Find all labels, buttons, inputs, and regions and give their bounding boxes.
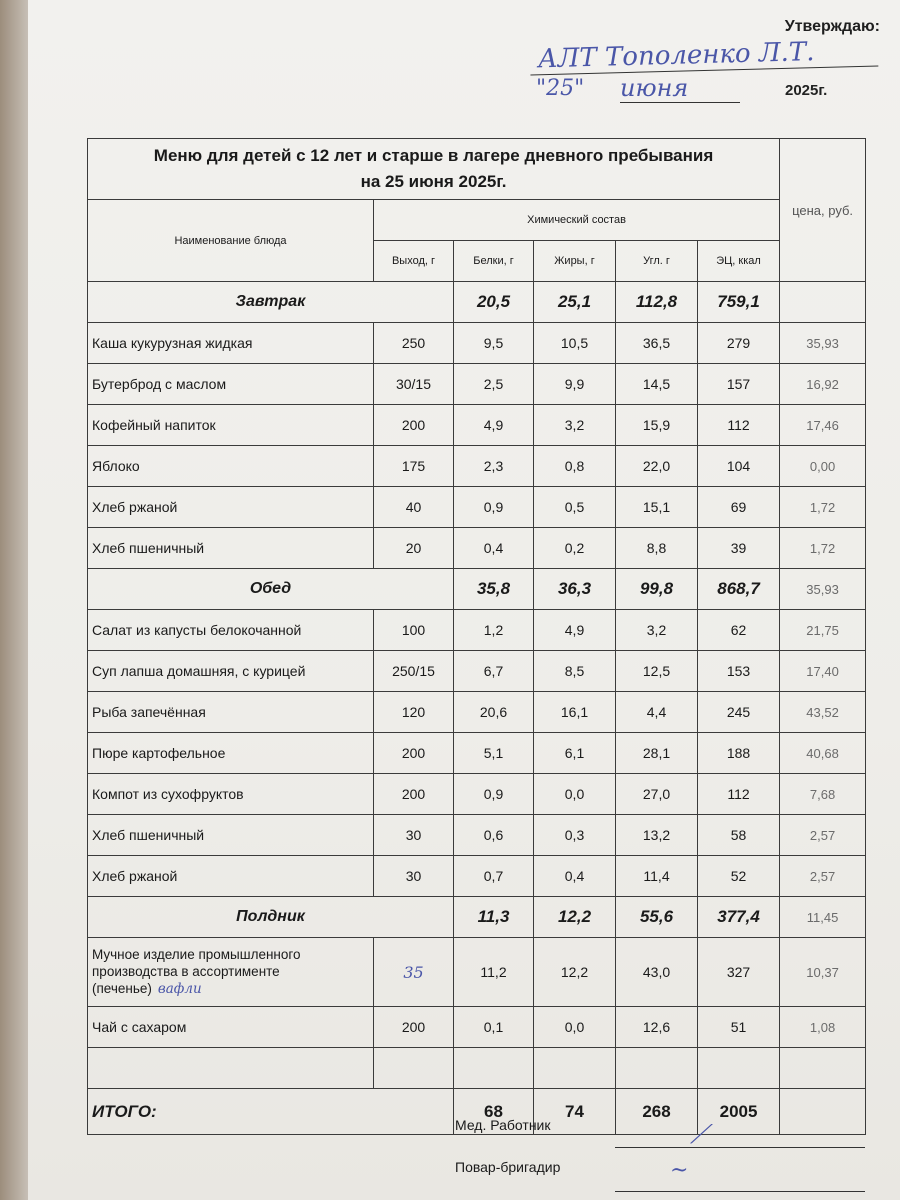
- dish-protein: 2,5: [454, 364, 534, 405]
- dish-kcal: 39: [698, 528, 780, 569]
- section-total: 759,1: [698, 282, 780, 323]
- dish-price: 35,93: [780, 323, 866, 364]
- dish-fat: 0,3: [534, 815, 616, 856]
- dish-price: 0,00: [780, 446, 866, 487]
- dish-name: Кофейный напиток: [88, 405, 374, 446]
- table-row: [88, 487, 866, 528]
- section-total: 36,3: [534, 569, 616, 610]
- dish-price: 2,57: [780, 815, 866, 856]
- dish-yield: 100: [374, 610, 454, 651]
- dish-fat: 0,4: [534, 856, 616, 897]
- header-col-protein: Белки, г: [454, 241, 534, 282]
- dish-fat: 3,2: [534, 405, 616, 446]
- section-total: 12,2: [534, 897, 616, 938]
- dish-kcal: 188: [698, 733, 780, 774]
- dish-kcal: 51: [698, 1007, 780, 1048]
- empty-cell: [374, 1048, 454, 1089]
- dish-carbs: 12,5: [616, 651, 698, 692]
- dish-name: Хлеб ржаной: [88, 487, 374, 528]
- dish-carbs: 8,8: [616, 528, 698, 569]
- handwritten-note: вафли: [157, 981, 202, 997]
- dish-price: 17,40: [780, 651, 866, 692]
- dish-name: Рыба запечённая: [88, 692, 374, 733]
- total-value: 268: [616, 1089, 698, 1135]
- table-row: [88, 692, 866, 733]
- footer-medic-signature: ⟋: [690, 1120, 709, 1150]
- header-price: цена, руб.: [780, 139, 866, 282]
- dish-fat: 8,5: [534, 651, 616, 692]
- dish-yield: 40: [374, 487, 454, 528]
- empty-cell: [454, 1048, 534, 1089]
- dish-kcal: 104: [698, 446, 780, 487]
- dish-protein: 0,9: [454, 487, 534, 528]
- dish-carbs: 36,5: [616, 323, 698, 364]
- section-total: 20,5: [454, 282, 534, 323]
- dish-yield: 200: [374, 1007, 454, 1048]
- section-name: Обед: [88, 569, 454, 610]
- footer-medic-line: [615, 1146, 865, 1148]
- section-total: 99,8: [616, 569, 698, 610]
- dish-name: Хлеб ржаной: [88, 856, 374, 897]
- table-row: [88, 856, 866, 897]
- dish-price: 16,92: [780, 364, 866, 405]
- header-col-fat: Жиры, г: [534, 241, 616, 282]
- section-row: [88, 897, 866, 938]
- section-total: 377,4: [698, 897, 780, 938]
- page-title: [88, 139, 780, 200]
- dish-kcal: 58: [698, 815, 780, 856]
- dish-yield: 20: [374, 528, 454, 569]
- dish-fat: 12,2: [534, 938, 616, 1007]
- dish-protein: 2,3: [454, 446, 534, 487]
- dish-carbs: 15,1: [616, 487, 698, 528]
- title-line-1: Меню для детей с 12 лет и старше в лагере дневного пребывания: [153, 146, 714, 165]
- dish-name: Чай с сахаром: [88, 1007, 374, 1048]
- dish-kcal: 327: [698, 938, 780, 1007]
- table-row: [88, 364, 866, 405]
- dish-protein: 5,1: [454, 733, 534, 774]
- table-row: [88, 446, 866, 487]
- section-total: 11,3: [454, 897, 534, 938]
- dish-fat: 0,2: [534, 528, 616, 569]
- dish-carbs: 28,1: [616, 733, 698, 774]
- footer-medic-label: Мед. Работник: [455, 1117, 551, 1133]
- dish-name-line: Мучное изделие промышленного: [92, 947, 301, 962]
- dish-name-line: производства в ассортименте: [92, 964, 280, 979]
- section-name: Полдник: [88, 897, 454, 938]
- dish-protein: 4,9: [454, 405, 534, 446]
- dish-name-line: [92, 980, 369, 998]
- dish-carbs: 3,2: [616, 610, 698, 651]
- header-name: Наименование блюда: [88, 200, 374, 282]
- dish-yield: 250/15: [374, 651, 454, 692]
- header-col-yield: Выход, г: [374, 241, 454, 282]
- dish-fat: 10,5: [534, 323, 616, 364]
- dish-kcal: 112: [698, 405, 780, 446]
- dish-kcal: 52: [698, 856, 780, 897]
- empty-cell: [88, 1048, 374, 1089]
- dish-carbs: 22,0: [616, 446, 698, 487]
- dish-carbs: 11,4: [616, 856, 698, 897]
- dish-carbs: 13,2: [616, 815, 698, 856]
- dish-price: 21,75: [780, 610, 866, 651]
- dish-yield: 175: [374, 446, 454, 487]
- dish-yield: 250: [374, 323, 454, 364]
- dish-name: Хлеб пшеничный: [88, 528, 374, 569]
- dish-protein: 0,7: [454, 856, 534, 897]
- empty-cell: [534, 1048, 616, 1089]
- dish-kcal: 153: [698, 651, 780, 692]
- dish-carbs: 15,9: [616, 405, 698, 446]
- dish-name: Каша кукурузная жидкая: [88, 323, 374, 364]
- dish-protein: 1,2: [454, 610, 534, 651]
- title-line-2: на 25 июня 2025г.: [360, 172, 507, 191]
- section-total: 55,6: [616, 897, 698, 938]
- dish-yield: 200: [374, 405, 454, 446]
- dish-protein: 20,6: [454, 692, 534, 733]
- dish-yield: 30/15: [374, 364, 454, 405]
- dish-kcal: 279: [698, 323, 780, 364]
- dish-price: 7,68: [780, 774, 866, 815]
- dish-name: Пюре картофельное: [88, 733, 374, 774]
- dish-price: 10,37: [780, 938, 866, 1007]
- dish-carbs: 27,0: [616, 774, 698, 815]
- approval-month: июня: [620, 74, 740, 103]
- table-row: [88, 651, 866, 692]
- total-label: ИТОГО:: [88, 1089, 454, 1135]
- table-row: [88, 405, 866, 446]
- approval-year: 2025г.: [785, 82, 828, 99]
- empty-cell: [780, 1048, 866, 1089]
- dish-yield: 200: [374, 774, 454, 815]
- header-col-kcal: ЭЦ, ккал: [698, 241, 780, 282]
- section-price: [780, 282, 866, 323]
- dish-name: Яблоко: [88, 446, 374, 487]
- dish-carbs: 14,5: [616, 364, 698, 405]
- dish-fat: 6,1: [534, 733, 616, 774]
- dish-protein: 11,2: [454, 938, 534, 1007]
- dish-price: 1,72: [780, 487, 866, 528]
- header-col-carbs: Угл. г: [616, 241, 698, 282]
- dish-price: 40,68: [780, 733, 866, 774]
- dish-yield: 30: [374, 815, 454, 856]
- dish-kcal: 112: [698, 774, 780, 815]
- table-row: [88, 323, 866, 364]
- dish-name: Бутерброд с маслом: [88, 364, 374, 405]
- dish-protein: 0,6: [454, 815, 534, 856]
- approval-day: "25": [536, 76, 585, 101]
- table-row: [88, 733, 866, 774]
- dish-yield: 35: [374, 938, 454, 1007]
- dish-yield: 200: [374, 733, 454, 774]
- total-value: 68: [454, 1089, 534, 1135]
- section-total: 35,8: [454, 569, 534, 610]
- footer-cook-line: [615, 1190, 865, 1192]
- dish-kcal: 157: [698, 364, 780, 405]
- section-total: 112,8: [616, 282, 698, 323]
- empty-cell: [698, 1048, 780, 1089]
- dish-protein: 0,4: [454, 528, 534, 569]
- dish-yield: 30: [374, 856, 454, 897]
- section-total: 25,1: [534, 282, 616, 323]
- dish-name: [88, 938, 374, 1007]
- dish-carbs: 43,0: [616, 938, 698, 1007]
- approval-label: Утверждаю:: [784, 18, 880, 35]
- menu-table: [87, 138, 866, 1135]
- dish-price: 2,57: [780, 856, 866, 897]
- table-row: [88, 774, 866, 815]
- section-total: 868,7: [698, 569, 780, 610]
- title-row: [88, 139, 866, 200]
- table-row: [88, 610, 866, 651]
- dish-price: 43,52: [780, 692, 866, 733]
- dish-kcal: 62: [698, 610, 780, 651]
- dish-fat: 0,0: [534, 774, 616, 815]
- dish-price: 1,08: [780, 1007, 866, 1048]
- dish-yield: 120: [374, 692, 454, 733]
- approval-date: [530, 76, 830, 102]
- total-value: 2005: [698, 1089, 780, 1135]
- header-group: Химический состав: [374, 200, 780, 241]
- dish-fat: 4,9: [534, 610, 616, 651]
- dish-fat: 0,0: [534, 1007, 616, 1048]
- section-row: [88, 282, 866, 323]
- dish-protein: 0,9: [454, 774, 534, 815]
- dish-price: 17,46: [780, 405, 866, 446]
- section-name: Завтрак: [88, 282, 454, 323]
- dish-fat: 16,1: [534, 692, 616, 733]
- empty-row: [88, 1048, 866, 1089]
- dish-name: Компот из сухофруктов: [88, 774, 374, 815]
- dish-name: Суп лапша домашняя, с курицей: [88, 651, 374, 692]
- dish-fat: 0,5: [534, 487, 616, 528]
- table-row: [88, 815, 866, 856]
- header-row-1: [88, 200, 866, 241]
- dish-name: Хлеб пшеничный: [88, 815, 374, 856]
- dish-kcal: 245: [698, 692, 780, 733]
- dish-fat: 0,8: [534, 446, 616, 487]
- section-price: 35,93: [780, 569, 866, 610]
- total-value: 74: [534, 1089, 616, 1135]
- dish-carbs: 4,4: [616, 692, 698, 733]
- dish-protein: 9,5: [454, 323, 534, 364]
- section-row: [88, 569, 866, 610]
- approval-signature: АЛТ Тополенко Л.Т.: [530, 35, 879, 75]
- section-price: 11,45: [780, 897, 866, 938]
- dish-protein: 0,1: [454, 1007, 534, 1048]
- footer-cook-signature: ~: [670, 1158, 689, 1183]
- table-row: [88, 528, 866, 569]
- dish-name-line-text: (печенье): [92, 981, 152, 996]
- dish-fat: 9,9: [534, 364, 616, 405]
- empty-cell: [616, 1048, 698, 1089]
- dish-price: 1,72: [780, 528, 866, 569]
- dish-kcal: 69: [698, 487, 780, 528]
- dish-protein: 6,7: [454, 651, 534, 692]
- dish-carbs: 12,6: [616, 1007, 698, 1048]
- table-row: [88, 1007, 866, 1048]
- total-price: [780, 1089, 866, 1135]
- dish-name: Салат из капусты белокочанной: [88, 610, 374, 651]
- table-row: [88, 938, 866, 1007]
- footer-cook-label: Повар-бригадир: [455, 1159, 561, 1175]
